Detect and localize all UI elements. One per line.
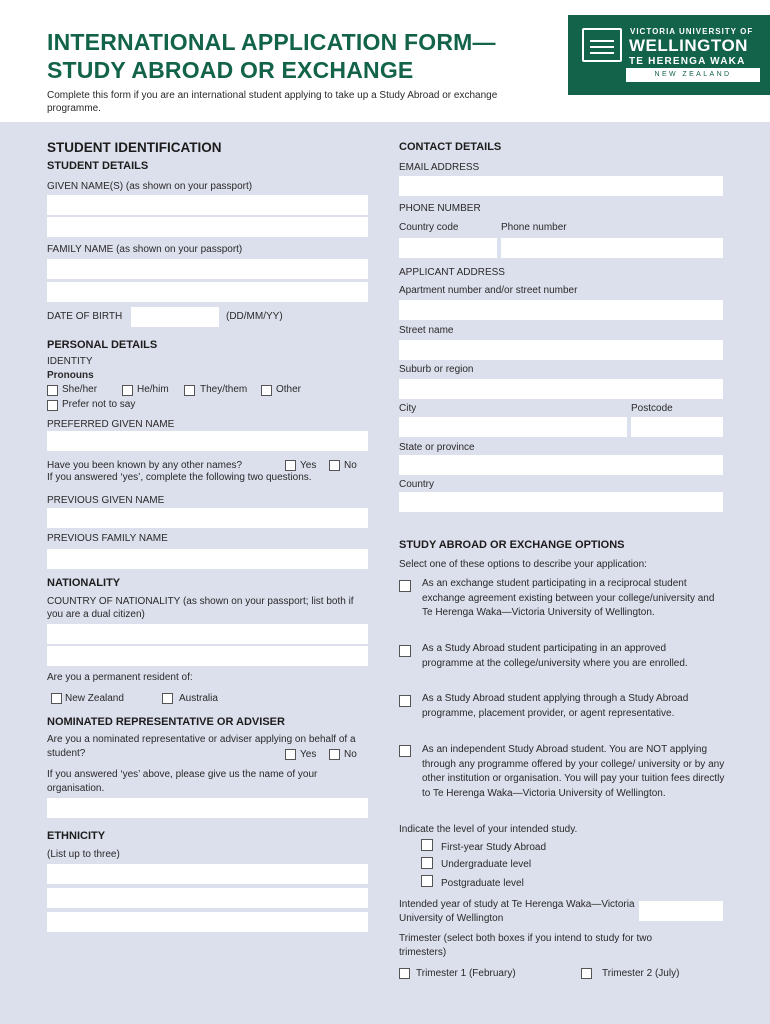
pronoun-prefer-not-label: Prefer not to say [62, 399, 136, 410]
dob-format-hint: (DD/MM/YY) [226, 311, 283, 322]
email-field[interactable] [399, 176, 723, 196]
option-independent-label: As an independent Study Abroad student. You are NOT applying through any programme offered by your college/ university or by any other institution or organisation. You will pay your tuition fees directly to Te Herenga Waka—Victoria University of Wellington. [422, 744, 725, 799]
level-first-year-checkbox[interactable] [421, 839, 433, 851]
pronoun-other-checkbox[interactable] [261, 385, 272, 396]
street-label: Street name [399, 325, 454, 336]
other-names-no-checkbox[interactable] [329, 460, 340, 471]
suburb-label: Suburb or region [399, 364, 474, 375]
form-intro: Complete this form if you are an international student applying to take up a Study Abroad or exchange programme. [47, 90, 498, 114]
representative-yes-label: Yes [300, 749, 317, 760]
logo-country: NEW ZEALAND [626, 68, 760, 82]
city-field[interactable] [399, 417, 627, 437]
other-names-note: If you answered ‘yes’, complete the following two questions. [47, 472, 312, 483]
city-label: City [399, 403, 417, 414]
pronoun-they-checkbox[interactable] [184, 385, 195, 396]
level-undergraduate-label: Undergraduate level [441, 859, 532, 870]
dob-label: DATE OF BIRTH [47, 311, 123, 322]
representative-no-label: No [344, 749, 357, 760]
crest-icon [582, 28, 622, 62]
representative-heading: NOMINATED REPRESENTATIVE OR ADVISER [47, 716, 285, 728]
contact-details-heading: CONTACT DETAILS [399, 141, 502, 153]
trimester-1-label: Trimester 1 (February) [416, 968, 516, 979]
pronoun-they-label: They/them [200, 384, 248, 395]
trimester-2-checkbox[interactable] [581, 968, 592, 979]
pronouns-label: Pronouns [47, 370, 94, 381]
personal-details-heading: PERSONAL DETAILS [47, 339, 158, 351]
level-postgraduate-label: Postgraduate level [441, 878, 524, 889]
ethnicity-note: (List up to three) [47, 849, 120, 860]
ethnicity-field-3[interactable] [47, 912, 368, 932]
street-field[interactable] [399, 340, 723, 360]
form-title-line2: STUDY ABROAD OR EXCHANGE [47, 57, 414, 83]
permanent-resident-question: Are you a permanent resident of: [47, 672, 193, 683]
option-independent-checkbox[interactable] [399, 745, 411, 757]
apartment-label: Apartment number and/or street number [399, 285, 578, 296]
representative-yes-checkbox[interactable] [285, 749, 296, 760]
organisation-prompt: If you answered ‘yes’ above, please give us the name of your organisation. [47, 769, 318, 794]
trimester-prompt: Trimester (select both boxes if you intend to study for two trimesters) [399, 933, 653, 958]
preferred-given-name-field[interactable] [47, 431, 368, 451]
option-approved-label: As a Study Abroad student participating in an approved programme at the college/university where you are enrolled. [422, 643, 688, 669]
university-logo [568, 15, 770, 95]
identity-label: IDENTITY [47, 356, 93, 367]
logo-line3: TE HERENGA WAKA [629, 56, 746, 67]
option-approved-checkbox[interactable] [399, 645, 411, 657]
option-provider-label: As a Study Abroad student applying through a Study Abroad programme, placement provider, or agent representative. [422, 693, 689, 719]
nationality-field-2[interactable] [47, 646, 368, 666]
suburb-field[interactable] [399, 379, 723, 399]
family-name-label: FAMILY NAME (as shown on your passport) [47, 244, 243, 255]
nationality-field-1[interactable] [47, 624, 368, 644]
phone-label: PHONE NUMBER [399, 203, 481, 214]
logo-line2: WELLINGTON [629, 36, 748, 55]
family-name-field-2[interactable] [47, 282, 368, 302]
ethnicity-field-1[interactable] [47, 864, 368, 884]
trimester-2-label: Trimester 2 (July) [602, 968, 680, 979]
resident-au-checkbox[interactable] [162, 693, 173, 704]
nationality-heading: NATIONALITY [47, 577, 121, 589]
form-title [47, 28, 496, 84]
resident-nz-label: New Zealand [65, 693, 124, 704]
family-name-field-1[interactable] [47, 259, 368, 279]
other-names-no-label: No [344, 460, 357, 471]
pronoun-he-label: He/him [137, 384, 169, 395]
email-label: EMAIL ADDRESS [399, 162, 480, 173]
country-code-field[interactable] [399, 238, 497, 258]
student-details-heading: STUDENT DETAILS [47, 160, 149, 172]
pronoun-he-checkbox[interactable] [122, 385, 133, 396]
country-label: Country [399, 479, 435, 490]
intended-year-field[interactable] [639, 901, 723, 921]
pronoun-other-label: Other [276, 384, 302, 395]
level-undergraduate-checkbox[interactable] [421, 857, 433, 869]
option-provider-checkbox[interactable] [399, 695, 411, 707]
country-field[interactable] [399, 492, 723, 512]
ethnicity-heading: ETHNICITY [47, 830, 106, 842]
option-exchange-label: As an exchange student participating in a reciprocal student exchange agreement existing between your college/university and Te Herenga Waka—Victoria University of Wellington. [422, 578, 715, 618]
student-identification-heading: STUDENT IDENTIFICATION [47, 140, 222, 155]
pronoun-prefer-not-checkbox[interactable] [47, 400, 58, 411]
level-prompt: Indicate the level of your intended study. [399, 824, 578, 835]
representative-question: Are you a nominated representative or adviser applying on behalf of a student? [47, 734, 356, 759]
dob-field[interactable] [131, 307, 219, 327]
representative-no-checkbox[interactable] [329, 749, 340, 760]
previous-family-name-label: PREVIOUS FAMILY NAME [47, 533, 168, 544]
other-names-yes-checkbox[interactable] [285, 460, 296, 471]
given-names-field-2[interactable] [47, 217, 368, 237]
options-intro: Select one of these options to describe your application: [399, 559, 647, 570]
phone-number-label: Phone number [501, 222, 567, 233]
other-names-question: Have you been known by any other names? [47, 460, 243, 471]
trimester-1-checkbox[interactable] [399, 968, 410, 979]
resident-au-label: Australia [179, 693, 218, 704]
address-label: APPLICANT ADDRESS [399, 267, 505, 278]
state-field[interactable] [399, 455, 723, 475]
year-prompt: Intended year of study at Te Herenga Waka—Victoria University of Wellington [399, 899, 635, 924]
level-first-year-label: First-year Study Abroad [441, 842, 547, 853]
state-label: State or province [399, 442, 475, 453]
previous-given-name-label: PREVIOUS GIVEN NAME [47, 495, 165, 506]
apartment-field[interactable] [399, 300, 723, 320]
postcode-field[interactable] [631, 417, 723, 437]
postcode-label: Postcode [631, 403, 673, 414]
preferred-given-name-label: PREFERRED GIVEN NAME [47, 419, 175, 430]
given-names-label: GIVEN NAME(S) (as shown on your passport) [47, 181, 253, 192]
form-title-line1: INTERNATIONAL APPLICATION FORM— [47, 29, 496, 55]
level-postgraduate-checkbox[interactable] [421, 875, 433, 887]
option-exchange-checkbox[interactable] [399, 580, 411, 592]
phone-number-field[interactable] [501, 238, 723, 258]
pronoun-she-label: She/her [62, 384, 98, 395]
previous-given-name-field[interactable] [47, 508, 368, 528]
options-heading: STUDY ABROAD OR EXCHANGE OPTIONS [399, 539, 625, 551]
given-names-field-1[interactable] [47, 195, 368, 215]
previous-family-name-field[interactable] [47, 549, 368, 569]
pronoun-she-checkbox[interactable] [47, 385, 58, 396]
logo-line1: VICTORIA UNIVERSITY OF [630, 27, 754, 36]
organisation-field[interactable] [47, 798, 368, 818]
country-nationality-label: COUNTRY OF NATIONALITY (as shown on your passport; list both if you are a dual citizen) [47, 596, 354, 620]
resident-nz-checkbox[interactable] [51, 693, 62, 704]
ethnicity-field-2[interactable] [47, 888, 368, 908]
page-header [0, 0, 770, 122]
other-names-yes-label: Yes [300, 460, 317, 471]
country-code-label: Country code [399, 222, 459, 233]
